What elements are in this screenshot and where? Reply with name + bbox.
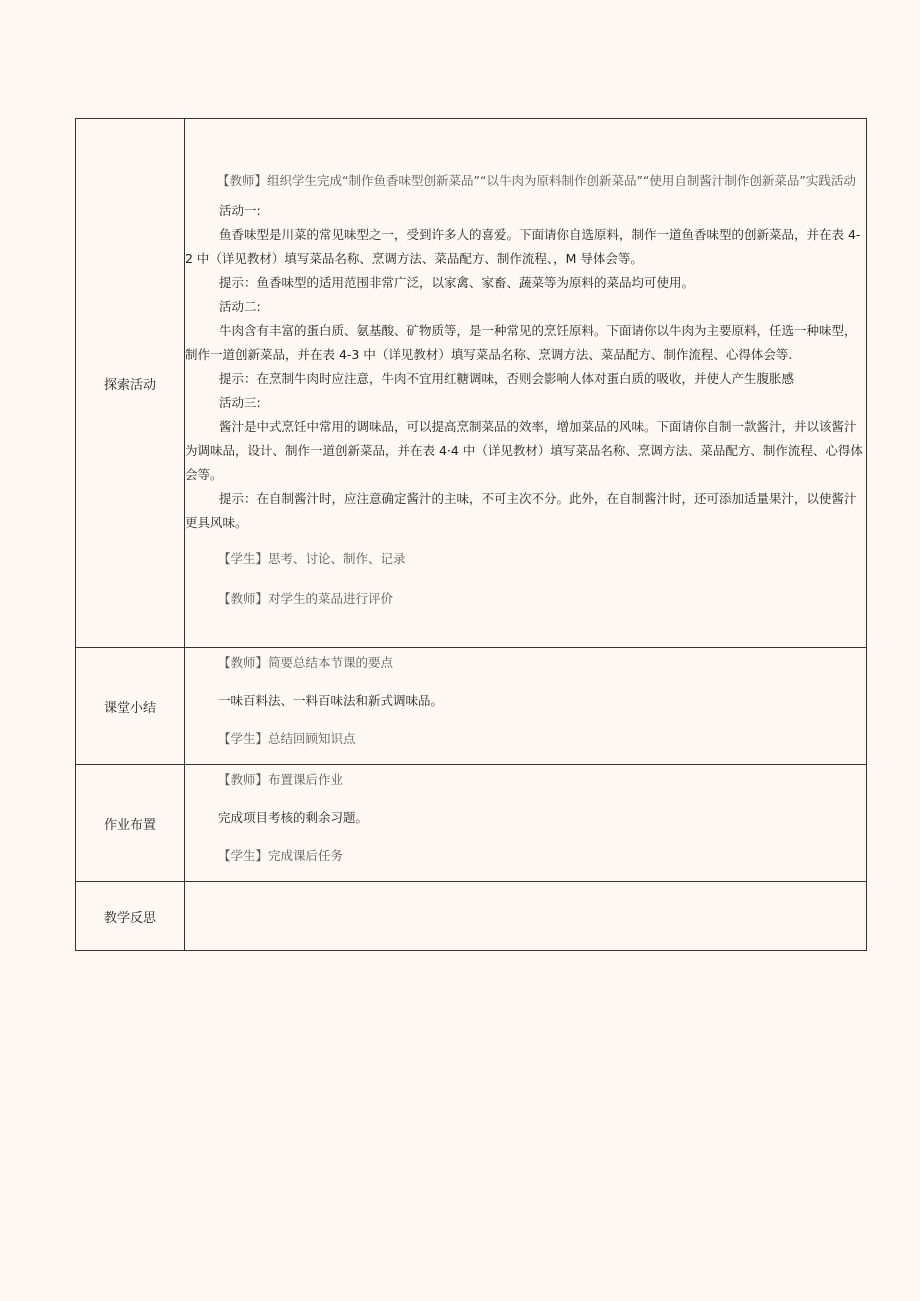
activity3-title: 活动三: — [219, 395, 261, 410]
lesson-plan-table — [75, 118, 867, 951]
activity2-tip: 提示：在烹制牛肉时应注意，牛肉不宜用红糖调味，否则会影响人体对蛋白质的吸收，并使人产生腹胀感 — [219, 371, 795, 386]
activity1-tip: 提示：鱼香味型的适用范围非常广泛，以家禽、家畜、蔬菜等为原料的菜品均可使用。 — [219, 275, 695, 290]
student-role-tag: 【学生】 — [218, 731, 269, 746]
summary-teacher-line — [185, 651, 862, 675]
summary-content-text: 一味百料法、一料百味法和新式调味品。 — [218, 693, 444, 708]
explore-label: 探索活动 — [76, 119, 185, 648]
explore-eval-line — [185, 587, 864, 611]
teacher-role-tag: 【教师】 — [217, 173, 268, 188]
homework-teacher-text: 布置课后作业 — [268, 772, 344, 787]
summary-content — [185, 648, 867, 765]
activity1-title: 活动一: — [219, 203, 261, 218]
student-role-tag: 【学生】 — [218, 551, 269, 566]
activity2-text: 牛肉含有丰富的蛋白质、氨基酸、矿物质等，是一种常见的烹饪原料。下面请你以牛肉为主要原料，任选一种味型，制作一道创新菜品，并在表 4-3 中（详见教材）填写菜品名称、烹调方法、菜品配方、制作流程、心得体会等. — [185, 323, 857, 362]
homework-student-line — [185, 844, 862, 868]
explore-student-line — [185, 547, 864, 571]
reflection-content — [185, 882, 867, 951]
summary-row — [76, 648, 867, 765]
summary-label: 课堂小结 — [76, 648, 185, 765]
activity3-tip: 提示：在自制酱汁时，应注意确定酱汁的主味，不可主次不分。此外，在自制酱汁时，还可添加适量果汁，以使酱汁更具风味。 — [185, 491, 857, 530]
homework-student-text: 完成课后任务 — [268, 848, 344, 863]
homework-row — [76, 765, 867, 882]
teacher-role-tag: 【教师】 — [218, 591, 269, 606]
explore-content — [185, 119, 867, 648]
summary-student-line — [185, 727, 862, 751]
teacher-role-tag: 【教师】 — [218, 772, 269, 787]
explore-row — [76, 119, 867, 648]
activity2-title: 活动二: — [219, 299, 261, 314]
teacher-role-tag: 【教师】 — [218, 655, 269, 670]
explore-intro-text: 组织学生完成“制作鱼香味型创新菜品”“以牛肉为原料制作创新菜品”“使用自制酱汁制作创新菜品”实践活动 — [267, 173, 856, 188]
homework-content — [185, 765, 867, 882]
summary-student-text: 总结回顾知识点 — [268, 731, 356, 746]
explore-intro — [185, 169, 864, 193]
explore-eval-text: 对学生的菜品进行评价 — [268, 591, 394, 606]
activity3-text: 酱汁是中式烹饪中常用的调味品，可以提高烹制菜品的效率，增加菜品的风味。下面请你自制一款酱汁，并以该酱汁为调味品，设计、制作一道创新菜品，并在表 4·4 中（详见教材）填写菜品名称、烹调方法、菜品配方、制作流程、心得体会等。 — [185, 419, 863, 482]
student-role-tag: 【学生】 — [218, 848, 269, 863]
homework-label: 作业布置 — [76, 765, 185, 882]
reflection-label: 教学反思 — [76, 882, 185, 951]
homework-content-text: 完成项目考核的剩余习题。 — [218, 810, 369, 825]
explore-student-text: 思考、讨论、制作、记录 — [268, 551, 406, 566]
activity1-text: 鱼香味型是川菜的常见味型之一，受到许多人的喜爱。下面请你自选原料，制作一道鱼香味型的创新菜品，并在表 4-2 中（详见教材）填写菜品名称、烹调方法、菜品配方、制作流程、，M 导体会等。 — [185, 227, 861, 266]
homework-teacher-line — [185, 768, 862, 792]
reflection-row — [76, 882, 867, 951]
summary-teacher-text: 简要总结本节课的要点 — [268, 655, 394, 670]
